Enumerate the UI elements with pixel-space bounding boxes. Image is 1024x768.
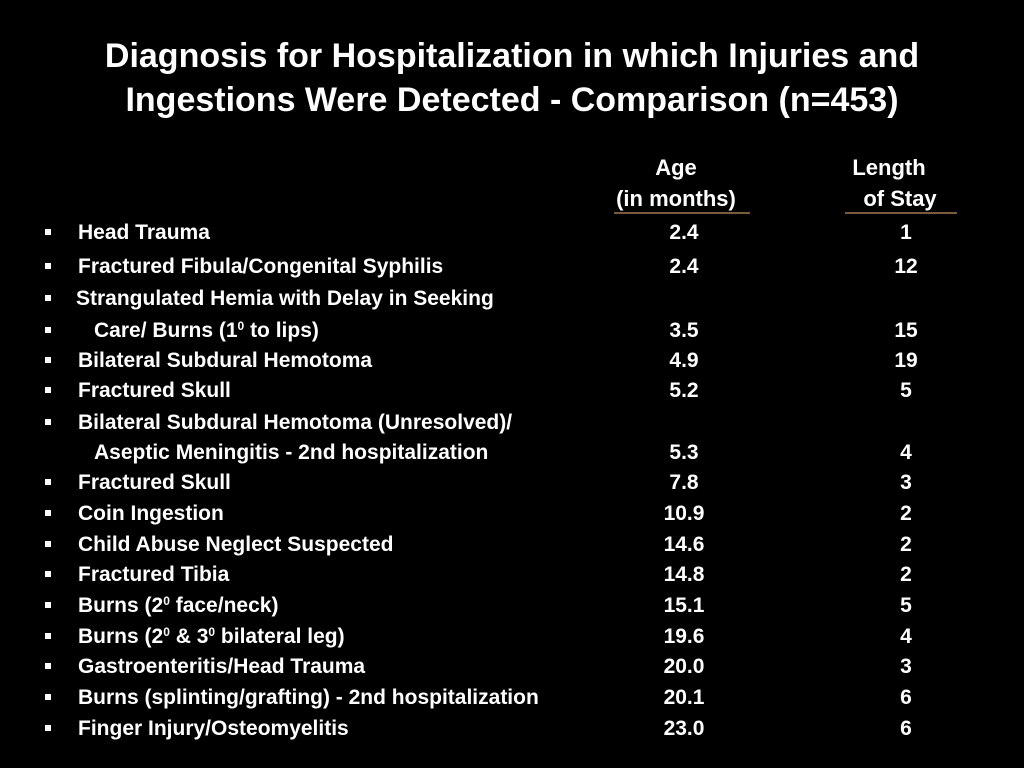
diagnosis-label: Fractured Fibula/Congenital Syphilis xyxy=(78,255,444,278)
diagnosis-label xyxy=(94,316,319,346)
age-value: 20.1 xyxy=(663,686,705,709)
table-row xyxy=(0,408,1024,438)
diagnosis-label: Aseptic Meningitis - 2nd hospitalization xyxy=(94,441,489,464)
label-text: Burns (2 xyxy=(78,625,164,648)
square-bullet-icon xyxy=(45,694,51,700)
diagnosis-label: Strangulated Hemia with Delay in Seeking xyxy=(76,287,494,310)
table-row xyxy=(0,652,1024,682)
diagnosis-label: Gastroenteritis/Head Trauma xyxy=(78,655,366,678)
age-value: 7.8 xyxy=(669,471,699,494)
diagnosis-label xyxy=(78,622,345,652)
stay-value: 6 xyxy=(900,686,912,709)
age-value: 2.4 xyxy=(669,221,699,244)
square-bullet-icon xyxy=(45,633,51,639)
table-row xyxy=(0,316,1024,346)
square-bullet-icon xyxy=(45,725,51,731)
slide-title xyxy=(0,34,1024,122)
diagnosis-label: Fractured Tibia xyxy=(78,563,230,586)
stay-value: 2 xyxy=(900,533,912,556)
stay-value: 6 xyxy=(900,717,912,740)
table-row xyxy=(0,218,1024,248)
square-bullet-icon xyxy=(45,357,51,363)
table-row xyxy=(0,683,1024,713)
stay-value: 2 xyxy=(900,563,912,586)
square-bullet-icon xyxy=(45,602,51,608)
table-row xyxy=(0,346,1024,376)
table-row xyxy=(0,591,1024,621)
diagnosis-label: Child Abuse Neglect Suspected xyxy=(78,533,394,556)
diagnosis-label: Fractured Skull xyxy=(78,379,231,402)
diagnosis-label: Coin Ingestion xyxy=(78,502,224,525)
square-bullet-icon xyxy=(45,541,51,547)
age-header-line-1: Age xyxy=(655,155,697,180)
age-header-line-2: (in months) xyxy=(616,186,736,211)
diagnosis-label: Fractured Skull xyxy=(78,471,231,494)
stay-column-header xyxy=(820,152,980,214)
stay-header-line-2: of Stay xyxy=(863,186,937,211)
table-row xyxy=(0,376,1024,406)
stay-value: 19 xyxy=(894,349,918,372)
table-row xyxy=(0,622,1024,652)
degree-superscript: 0 xyxy=(163,625,170,639)
degree-superscript: 0 xyxy=(208,625,216,639)
stay-value: 12 xyxy=(894,255,918,278)
stay-value: 3 xyxy=(900,471,912,494)
age-value: 14.6 xyxy=(663,533,705,556)
table-row xyxy=(0,714,1024,744)
age-value: 3.5 xyxy=(669,319,699,342)
label-text: Burns (2 xyxy=(78,594,164,617)
age-value: 2.4 xyxy=(669,255,699,278)
age-value: 15.1 xyxy=(663,594,705,617)
square-bullet-icon xyxy=(45,419,51,425)
square-bullet-icon xyxy=(45,663,51,669)
table-row xyxy=(0,530,1024,560)
age-value: 20.0 xyxy=(663,655,705,678)
stay-header-underline xyxy=(845,212,957,214)
square-bullet-icon xyxy=(45,510,51,516)
stay-value: 15 xyxy=(894,319,918,342)
age-value: 10.9 xyxy=(663,502,705,525)
table-row xyxy=(0,438,1024,468)
table-row xyxy=(0,284,1024,314)
stay-value: 2 xyxy=(900,502,912,525)
age-value: 5.3 xyxy=(669,441,699,464)
age-value: 19.6 xyxy=(663,625,705,648)
diagnosis-label: Bilateral Subdural Hemotoma xyxy=(78,349,373,372)
stay-value: 5 xyxy=(900,379,912,402)
age-value: 4.9 xyxy=(669,349,699,372)
age-column-header xyxy=(584,152,768,214)
label-text: & 3 xyxy=(169,625,209,648)
stay-value: 4 xyxy=(900,625,912,648)
square-bullet-icon xyxy=(45,571,51,577)
table-row xyxy=(0,468,1024,498)
table-row xyxy=(0,252,1024,282)
diagnosis-label: Finger Injury/Osteomyelitis xyxy=(78,717,349,740)
square-bullet-icon xyxy=(45,295,51,301)
table-row xyxy=(0,560,1024,590)
diagnosis-label xyxy=(78,591,278,621)
label-text: face/neck) xyxy=(169,594,279,617)
square-bullet-icon xyxy=(45,229,51,235)
age-value: 5.2 xyxy=(669,379,699,402)
stay-value: 4 xyxy=(900,441,912,464)
table-row xyxy=(0,499,1024,529)
stay-header-line-1: Length xyxy=(852,155,926,180)
degree-superscript: 0 xyxy=(163,594,170,608)
diagnosis-label: Bilateral Subdural Hemotoma (Unresolved)/ xyxy=(78,411,513,434)
title-line-1: Diagnosis for Hospitalization in which Injuries and xyxy=(104,37,920,75)
label-text: to lips) xyxy=(244,319,319,342)
label-text: bilateral leg) xyxy=(215,625,345,648)
square-bullet-icon xyxy=(45,263,51,269)
degree-superscript: 0 xyxy=(237,319,245,333)
title-line-2: Ingestions Were Detected - Comparison (n=453) xyxy=(125,81,899,119)
diagnosis-label: Burns (splinting/grafting) - 2nd hospitalization xyxy=(78,686,539,709)
age-value: 14.8 xyxy=(663,563,705,586)
square-bullet-icon xyxy=(45,479,51,485)
diagnosis-label: Head Trauma xyxy=(78,221,210,244)
square-bullet-icon xyxy=(45,387,51,393)
stay-value: 1 xyxy=(900,221,912,244)
stay-value: 3 xyxy=(900,655,912,678)
square-bullet-icon xyxy=(45,327,51,333)
label-text: Care/ Burns (1 xyxy=(94,319,238,342)
age-value: 23.0 xyxy=(663,717,705,740)
age-header-underline xyxy=(614,212,750,214)
stay-value: 5 xyxy=(900,594,912,617)
